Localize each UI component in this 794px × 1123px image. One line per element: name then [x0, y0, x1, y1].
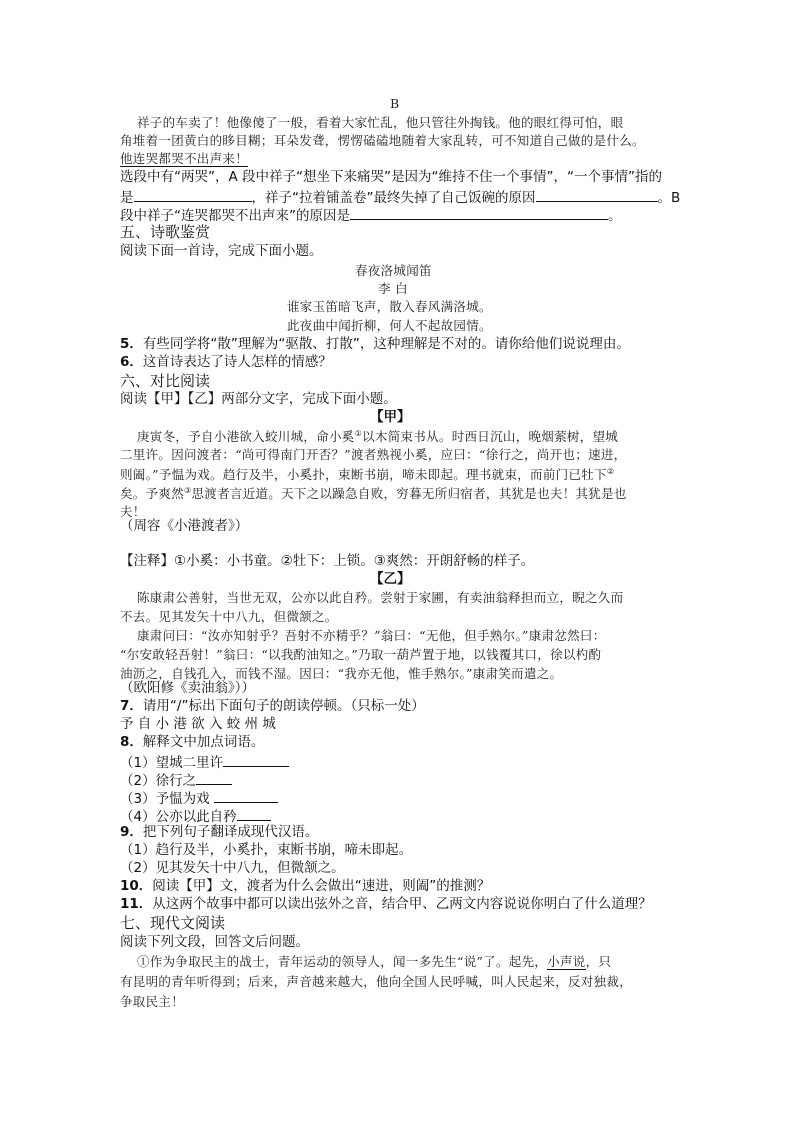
answer-blank[interactable] [536, 189, 658, 202]
question-number: 5． [120, 336, 143, 352]
section-b-label: B [390, 96, 400, 111]
answer-blank[interactable] [223, 754, 289, 767]
passage-line: 有昆明的青年听得到；后来，声音越来越大，他向全国人民呼喊，叫人民起来，反对独裁， [120, 974, 633, 989]
q8-item [120, 754, 289, 771]
passage-line: 争取民主！ [120, 994, 185, 1009]
answer-blank[interactable] [350, 207, 608, 220]
q4-line-1: 选段中有“两哭”，A 段中祥子“想坐下来痛哭”是因为“维持不住一个事情”，“一个事情”指的 [120, 169, 662, 185]
q4-line-2 [120, 189, 680, 206]
question-text: 从这两个故事中都可以读出弦外之音，结合甲、乙两文内容说说你明白了什么道理？ [152, 896, 652, 912]
passage-line [137, 956, 611, 969]
passage-line: “尔安敢轻吾射！”翁曰：“以我酌油知之。”乃取一葫芦置于地，以钱覆其口，徐以杓酌 [120, 647, 602, 662]
footnote-marker: ② [606, 467, 615, 476]
footnote-marker: ① [354, 429, 363, 438]
q8-item [120, 808, 271, 825]
poem-author: 李 白 [378, 281, 408, 296]
question-9 [120, 826, 318, 840]
question-text: 阅读【甲】文，渡者为什么会做出“速进，则阖”的推测？ [152, 878, 491, 894]
passage-text: 则阖。”予愠为戏。趋行及半，小奚扑，束断书崩，啼未即起。理书就束，而前门已牡下 [120, 467, 607, 483]
question-11 [120, 898, 652, 912]
q4-line-3 [120, 207, 622, 224]
q7-sentence[interactable]: 予 自 小 港 欲 入 蛟 州 城 [120, 716, 276, 732]
q4-text: 是 [120, 190, 134, 206]
q4-text: 段中祥子“连哭都哭不出声来”的原因是 [120, 208, 350, 224]
answer-blank[interactable] [196, 772, 232, 785]
passage-line [137, 430, 618, 444]
passage-line: 康肃问曰：“汝亦知射乎？吾射不亦精乎？”翁曰：“无他，但手熟尔。”康肃忿然曰： [137, 628, 606, 643]
q8-item-text: （2）徐行之 [120, 773, 197, 789]
passage-text: ，只 [585, 954, 612, 969]
q4-text: ，祥子“拉着铺盖卷”最终失掉了自己饭碗的原因 [251, 190, 536, 206]
q4-text: 。 [608, 208, 622, 224]
jia-source: （周容《小港渡者》） [120, 518, 249, 534]
q8-item [120, 790, 278, 807]
question-6 [120, 356, 332, 370]
question-number: 6． [120, 354, 143, 370]
poem-title: 春夜洛城闻笛 [355, 263, 432, 278]
passage-text: 思渡者言近道。天下之以躁急自败，穷暮无所归宿者，其犹是也夫！其犹是也 [191, 486, 627, 502]
poem-line: 此夜曲中闻折柳，何人不起故园情。 [287, 318, 492, 333]
yi-label: 【乙】 [370, 571, 411, 587]
passage-line: 夫！ [120, 504, 146, 519]
q8-item-text: （3）予愠为戏 [120, 791, 210, 807]
passage-text: 以木简束书从。时西日沉山，晚烟萦树，望城 [362, 429, 619, 445]
q9-item: （1）趋行及半，小奚扑，束断书崩，啼未即起。 [120, 842, 413, 858]
q8-item-text: （1）望城二里许 [120, 755, 224, 771]
section-7-intro: 阅读下列文段，回答文后问题。 [120, 934, 309, 950]
q4-text: 。B [657, 190, 681, 206]
section-7-title: 七、现代文阅读 [120, 914, 226, 932]
passage-line [120, 468, 614, 482]
question-number: 9． [120, 824, 143, 840]
question-7 [120, 700, 425, 714]
section-6-title: 六、对比阅读 [120, 372, 211, 390]
question-number: 10． [120, 878, 153, 894]
q8-item-text: （4）公亦以此自矜 [120, 809, 237, 825]
question-number: 8． [120, 734, 143, 750]
passage-text-underlined: 小声说 [547, 954, 586, 969]
poem-line: 谁家玉笛暗飞声，散入春风满洛城。 [287, 299, 492, 314]
jia-label: 【甲】 [370, 409, 411, 425]
passage-line: 祥子的车卖了！他像傻了一般，看着大家忙乱，他只管往外掏钱。他的眼红得可怕，眼 [137, 115, 624, 130]
question-text: 这首诗表达了诗人怎样的情感？ [142, 354, 332, 370]
answer-blank[interactable] [134, 189, 252, 202]
passage-line: 陈康肃公善射，当世无双，公亦以此自矜。尝射于家圃，有卖油翁释担而立，睨之久而 [137, 590, 624, 605]
q8-item [120, 772, 232, 789]
passage-line: 角堆着一团黄白的眵目糊；耳朵发聋，愣愣磕磕地随着大家乱转，可不知道自己做的是什么。 [120, 133, 645, 148]
section-5-intro: 阅读下面一首诗，完成下面小题。 [120, 243, 323, 259]
footnote-marker: ③ [184, 486, 192, 495]
question-8 [120, 736, 264, 750]
question-number: 11． [120, 896, 153, 912]
annotation-note: 【注释】①小奚：小书童。②牡下：上锁。③爽然：开朗舒畅的样子。 [120, 553, 535, 569]
passage-text: 矣。予爽然 [120, 486, 185, 502]
passage-line-underlined: 他连哭都哭不出声来！ [120, 151, 249, 166]
passage-text: ①作为争取民主的战士，青年运动的领导人，闻一多先生“说”了。起先， [137, 954, 548, 969]
question-text: 把下列句子翻译成现代汉语。 [142, 824, 319, 840]
passage-line: 不去。见其发矢十中八九，但微颔之。 [120, 609, 338, 624]
section-6-intro: 阅读【甲】【乙】两部分文字，完成下面小题。 [120, 391, 397, 407]
q9-item: （2）见其发矢十中八九，但微颔之。 [120, 860, 345, 876]
question-text: 解释文中加点词语。 [142, 734, 265, 750]
answer-blank[interactable] [214, 790, 278, 803]
question-10 [120, 880, 490, 894]
question-number: 7． [120, 698, 143, 714]
yi-source: （欧阳修《卖油翁》）） [120, 680, 255, 696]
passage-line: 二里许。因问渡者：“尚可得南门开否？”渡者熟视小奚，应曰：“徐行之，尚开也；速进， [120, 447, 627, 462]
passage-text: 庚寅冬，予自小港欲入蛟川城，命小奚 [137, 429, 355, 445]
question-text: 有些同学将“散”理解为“驱散、打散”，这种理解是不对的。请你给他们说说理由。 [142, 336, 630, 352]
question-5 [120, 338, 630, 352]
passage-line: 油沥之，自钱孔入，而钱不湿。因曰：“我亦无他，惟手熟尔。”康肃笑而遣之。 [120, 666, 563, 681]
question-text: 请用“/”标出下面句子的朗读停顿。（只标一处） [142, 698, 425, 714]
passage-line [120, 487, 627, 501]
answer-blank[interactable] [237, 808, 271, 821]
section-5-title: 五、诗歌鉴赏 [120, 223, 211, 241]
